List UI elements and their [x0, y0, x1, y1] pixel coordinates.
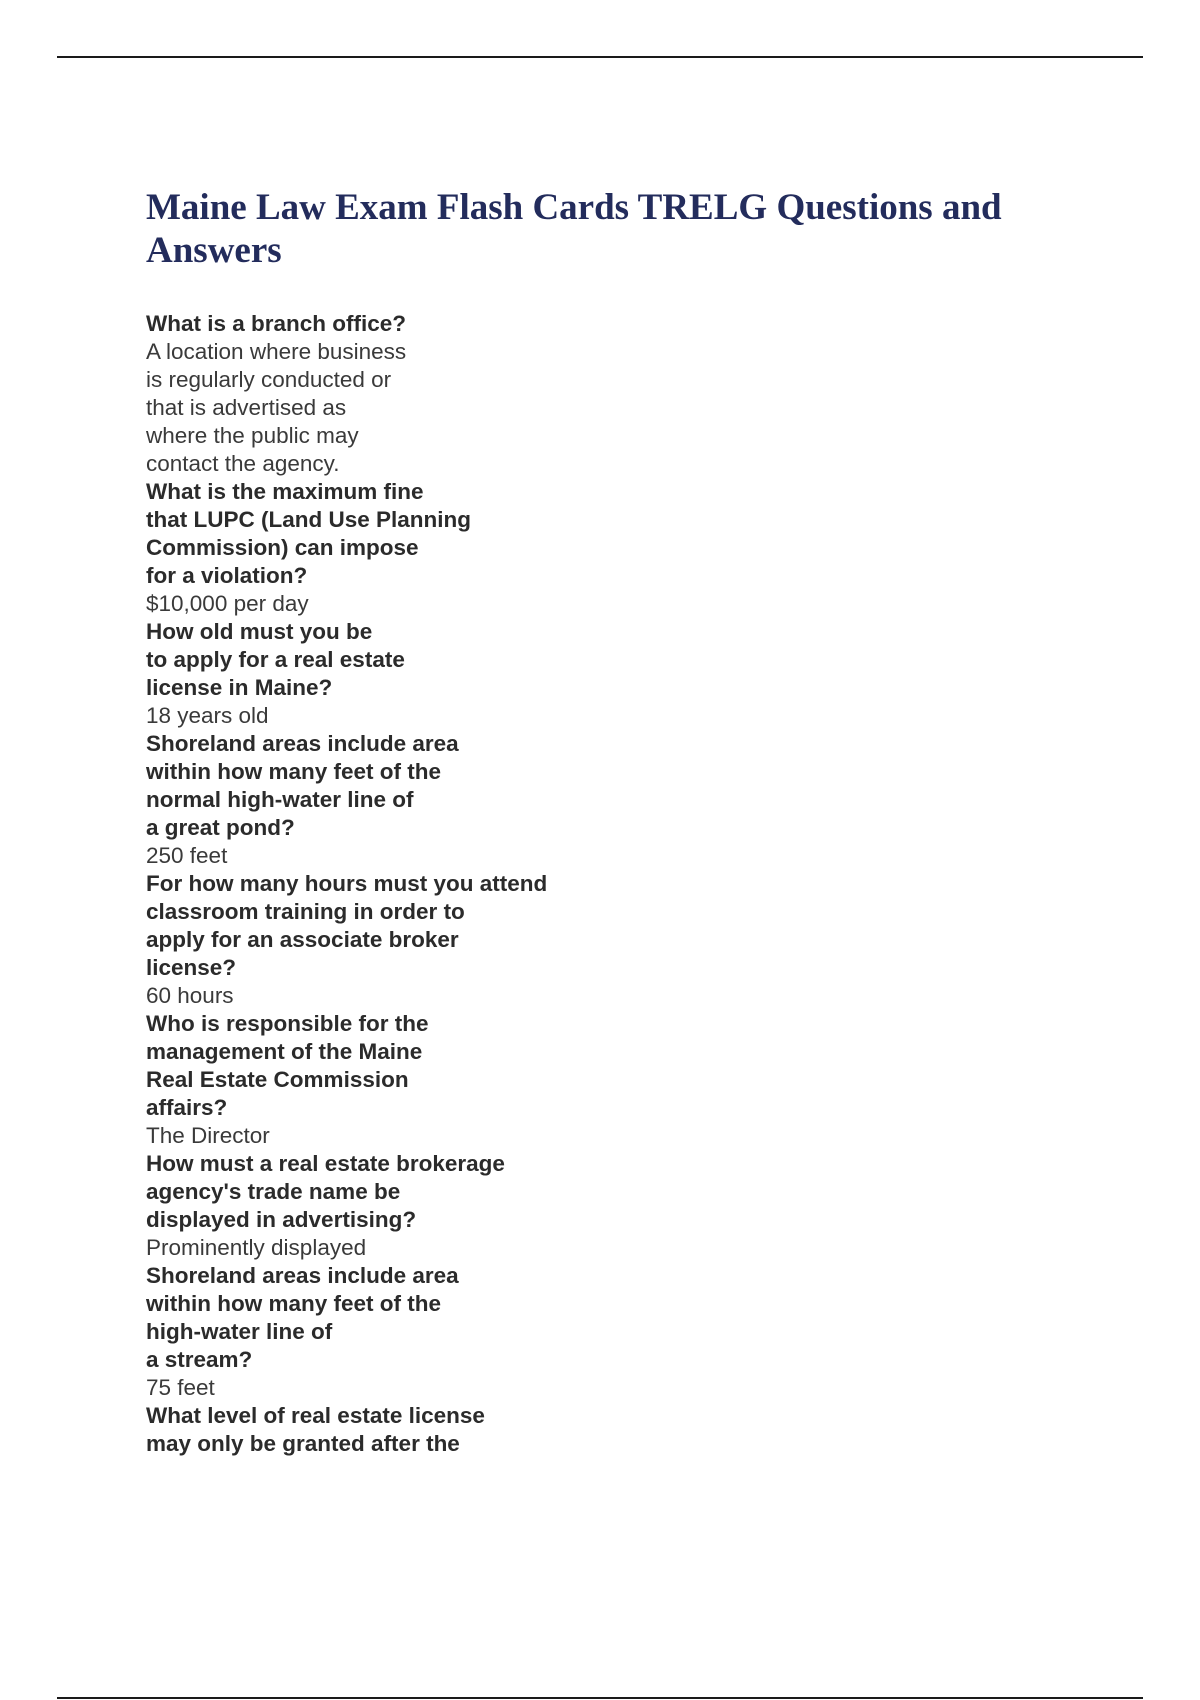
answer-line: 60 hours	[146, 983, 234, 1008]
question-line: affairs?	[146, 1095, 228, 1120]
question-line: Real Estate Commission	[146, 1067, 409, 1092]
flash-card-question	[146, 1150, 1106, 1234]
flash-card-answer	[146, 702, 1106, 730]
answer-line: $10,000 per day	[146, 591, 309, 616]
flash-card	[146, 870, 1106, 1010]
flash-card	[146, 1402, 1106, 1458]
answer-line: A location where business	[146, 339, 407, 364]
answer-line: Prominently displayed	[146, 1235, 367, 1260]
answer-line: is regularly conducted or	[146, 367, 392, 392]
question-line: agency's trade name be	[146, 1179, 401, 1204]
flash-card	[146, 478, 1106, 618]
flash-card-question	[146, 1402, 1106, 1458]
question-line: What level of real estate license	[146, 1403, 485, 1428]
flash-card-question	[146, 870, 1106, 982]
question-line: license?	[146, 955, 237, 980]
flash-card-answer	[146, 842, 1106, 870]
question-line: What is the maximum fine	[146, 479, 424, 504]
question-line: license in Maine?	[146, 675, 333, 700]
question-line: management of the Maine	[146, 1039, 423, 1064]
flash-card	[146, 310, 1106, 478]
question-line: a stream?	[146, 1347, 253, 1372]
answer-line: 250 feet	[146, 843, 228, 868]
question-line: may only be granted after the	[146, 1431, 460, 1456]
question-line: Shoreland areas include area	[146, 731, 459, 756]
flash-card	[146, 1262, 1106, 1402]
question-line: What is a branch office?	[146, 311, 407, 336]
flash-card-question	[146, 1262, 1106, 1374]
answer-line: 75 feet	[146, 1375, 215, 1400]
flash-card-answer	[146, 1374, 1106, 1402]
document-body	[146, 186, 1106, 1458]
answer-line: that is advertised as	[146, 395, 347, 420]
flash-card-answer	[146, 338, 1106, 478]
answer-line: contact the agency.	[146, 451, 340, 476]
flash-card-question	[146, 1010, 1106, 1122]
answer-line: where the public may	[146, 423, 359, 448]
question-line: displayed in advertising?	[146, 1207, 417, 1232]
document-title	[146, 186, 1106, 272]
question-line: Who is responsible for the	[146, 1011, 429, 1036]
flash-card-question	[146, 730, 1106, 842]
question-line: within how many feet of the	[146, 1291, 442, 1316]
answer-line: 18 years old	[146, 703, 269, 728]
title-line: Maine Law Exam Flash Cards TRELG Questions and	[146, 187, 1002, 228]
question-line: within how many feet of the	[146, 759, 442, 784]
question-line: that LUPC (Land Use Planning	[146, 507, 472, 532]
flash-card	[146, 730, 1106, 870]
question-line: for a violation?	[146, 563, 308, 588]
flash-card	[146, 618, 1106, 730]
question-line: to apply for a real estate	[146, 647, 405, 672]
question-line: a great pond?	[146, 815, 295, 840]
flash-card-question	[146, 310, 1106, 338]
question-line: apply for an associate broker	[146, 927, 459, 952]
question-line: classroom training in order to	[146, 899, 465, 924]
flash-card-list	[146, 310, 1106, 1458]
top-divider	[57, 56, 1143, 58]
title-line: Answers	[146, 230, 282, 271]
question-line: high-water line of	[146, 1319, 333, 1344]
flash-card	[146, 1010, 1106, 1150]
flash-card-question	[146, 478, 1106, 590]
answer-line: The Director	[146, 1123, 270, 1148]
question-line: How must a real estate brokerage	[146, 1151, 505, 1176]
question-line: Shoreland areas include area	[146, 1263, 459, 1288]
flash-card-answer	[146, 1234, 1106, 1262]
question-line: Commission) can impose	[146, 535, 419, 560]
flash-card-question	[146, 618, 1106, 702]
flash-card-answer	[146, 982, 1106, 1010]
question-line: normal high-water line of	[146, 787, 414, 812]
flash-card-answer	[146, 1122, 1106, 1150]
flash-card-answer	[146, 590, 1106, 618]
question-line: How old must you be	[146, 619, 373, 644]
flash-card	[146, 1150, 1106, 1262]
question-line: For how many hours must you attend	[146, 871, 548, 896]
bottom-divider	[57, 1697, 1143, 1699]
